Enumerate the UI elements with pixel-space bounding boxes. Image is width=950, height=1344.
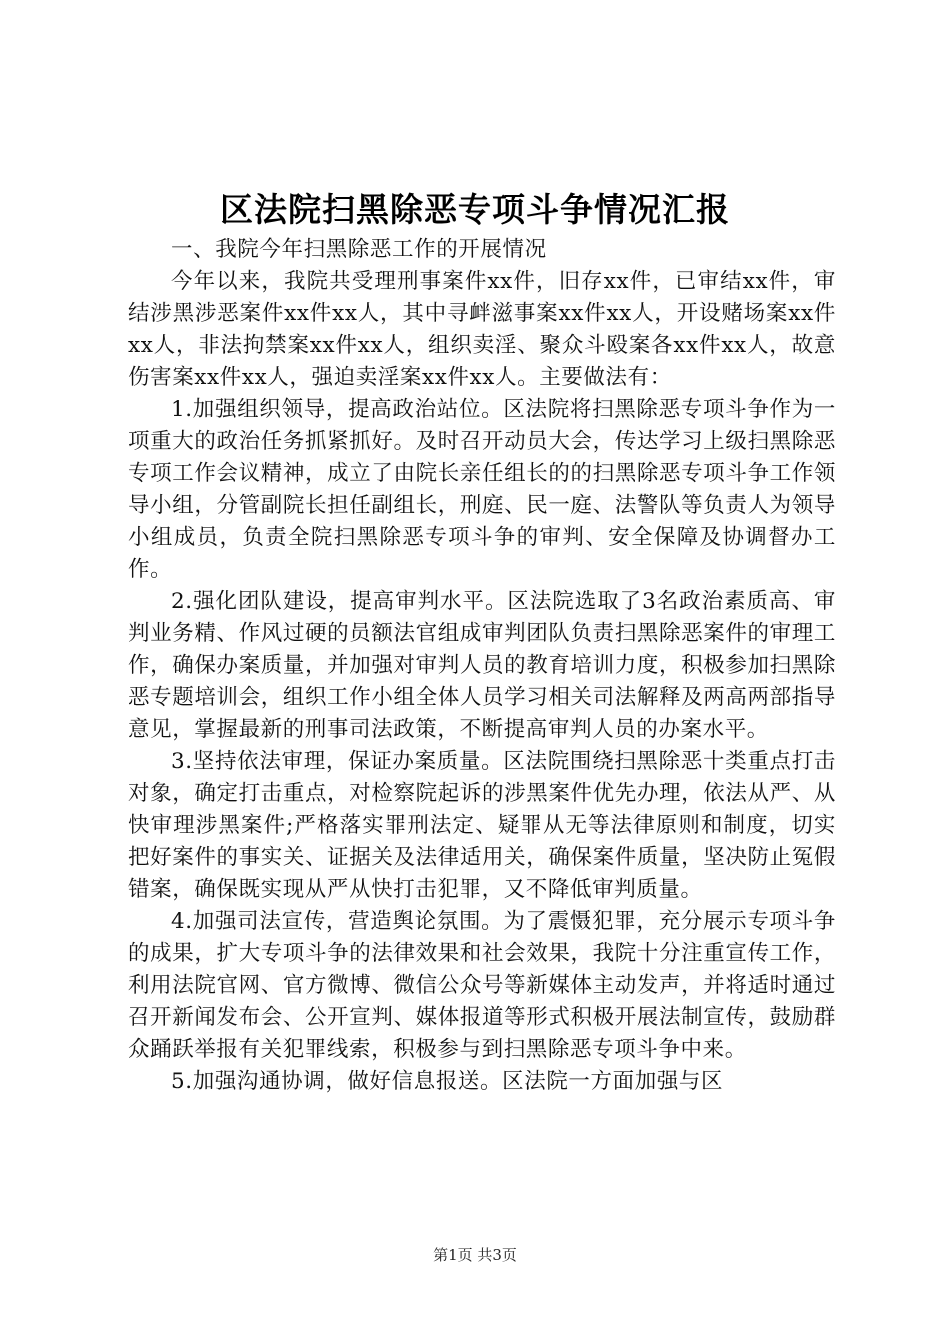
paragraph-item-4: 4.加强司法宣传，营造舆论氛围。为了震慑犯罪，充分展示专项斗争的成果，扩大专项斗争的法律效果和社会效果，我院十分注重宣传工作，利用法院官网、官方微博、微信公众号等新媒体主动发声，并将适时通过召开新闻发布会、公开宣判、媒体报道等形式积极开展法制宣传，鼓励群众踊跃举报有关犯罪线索，积极参与到扫黑除恶专项斗争中来。 [128, 909, 836, 1062]
section-heading: 一、我院今年扫黑除恶工作的开展情况 [171, 237, 547, 262]
document-body [128, 234, 836, 1098]
paragraph-item-3: 3.坚持依法审理，保证办案质量。区法院围绕扫黑除恶十类重点打击对象，确定打击重点，对检察院起诉的涉黑案件优先办理，依法从严、从快审理涉黑案件;严格落实罪刑法定、疑罪从无等法律原则和制度，切实把好案件的事实关、证据关及法律适用关，确保案件质量，坚决防止冤假错案，确保既实现从严从快打击犯罪，又不降低审判质量。 [128, 749, 836, 902]
page-total: 共3页 [477, 1246, 517, 1264]
paragraph-summary: 今年以来，我院共受理刑事案件xx件，旧存xx件，已审结xx件，审结涉黑涉恶案件xx件xx人，其中寻衅滋事案xx件xx人，开设赌场案xx件xx人，非法拘禁案xx件xx人，组织卖淫、聚众斗殴案各xx件xx人，故意伤害案xx件xx人，强迫卖淫案xx件xx人。主要做法有： [128, 269, 836, 390]
document-title: 区法院扫黑除恶专项斗争情况汇报 [220, 190, 730, 229]
paragraph-item-1: 1.加强组织领导，提高政治站位。区法院将扫黑除恶专项斗争作为一项重大的政治任务抓紧抓好。及时召开动员大会，传达学习上级扫黑除恶专项工作会议精神，成立了由院长亲任组长的的扫黑除恶专项斗争工作领导小组，分管副院长担任副组长，刑庭、民一庭、法警队等负责人为领导小组成员，负责全院扫黑除恶专项斗争的审判、安全保障及协调督办工作。 [128, 397, 836, 582]
paragraph-item-5: 5.加强沟通协调，做好信息报送。区法院一方面加强与区 [171, 1069, 724, 1094]
paragraph-item-2: 2.强化团队建设，提高审判水平。区法院选取了3名政治素质高、审判业务精、作风过硬的员额法官组成审判团队负责扫黑除恶案件的审理工作，确保办案质量，并加强对审判人员的教育培训力度，积极参加扫黑除恶专题培训会，组织工作小组全体人员学习相关司法解释及两高两部指导意见，掌握最新的刑事司法政策，不断提高审判人员的办案水平。 [128, 589, 836, 742]
page-footer [0, 1244, 950, 1266]
page-number: 第1页 [433, 1246, 473, 1264]
